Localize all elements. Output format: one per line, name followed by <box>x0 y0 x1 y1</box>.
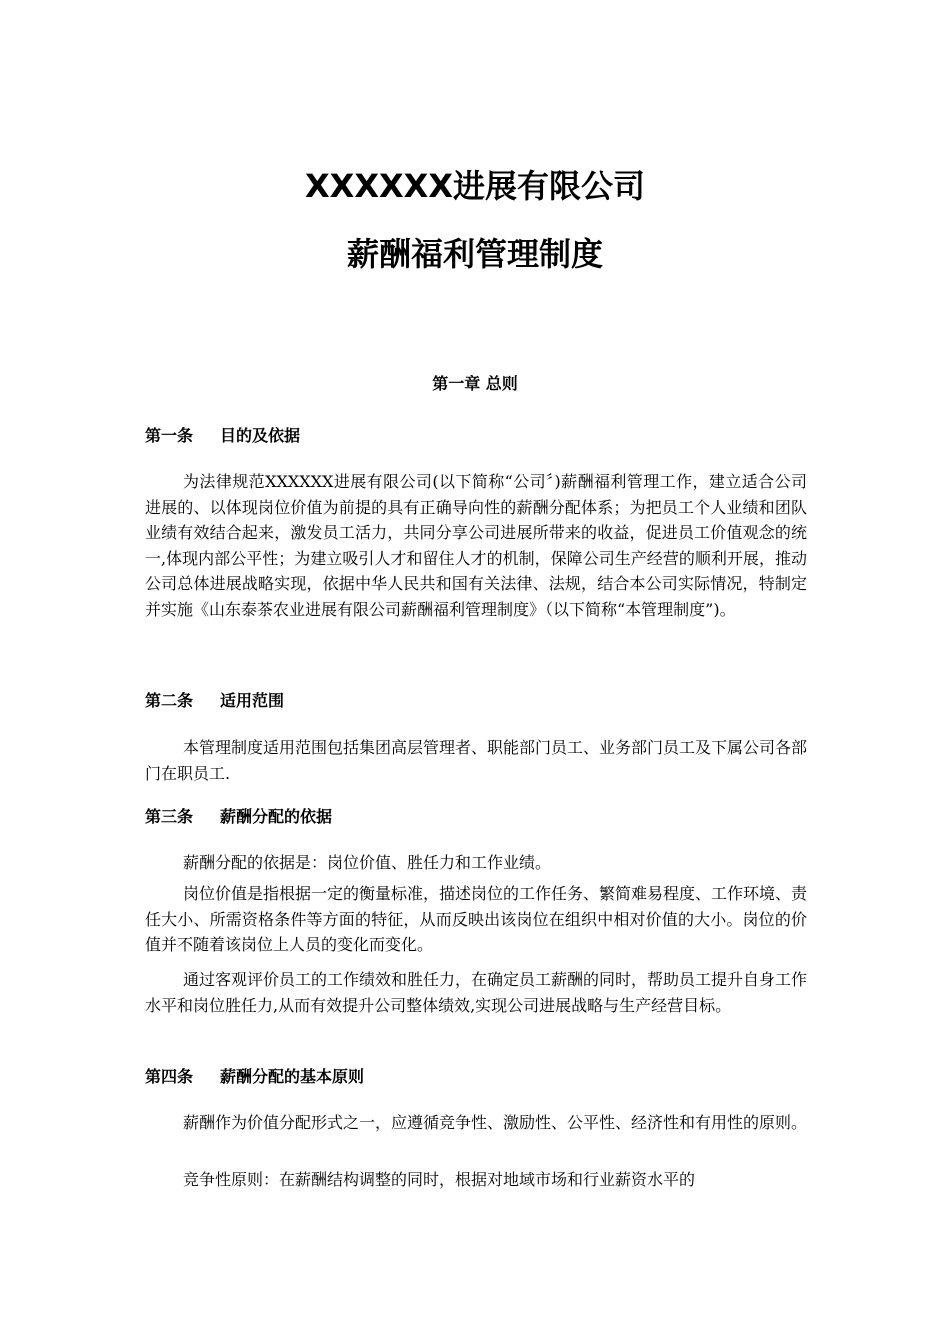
article-1-paragraph-1: 为法律规范XXXXXX进展有限公司(以下简称“公司〞)薪酬福利管理工作，建立适合公司进展的、以体现岗位价值为前提的具有正确导向性的薪酬分配体系；为把员工个人业绩和团队业绩有效结合起来，激发员工活力，共同分享公司进展所带来的收益，促进员工价值观念的统一,体现内部公平性；为建立吸引人才和留住人才的机制，保障公司生产经营的顺利开展，推动公司总体进展战略实现，依据中华人民共和国有关法律、法规，结合本公司实际情况，特制定并实施《山东泰茶农业进展有限公司薪酬福利管理制度》（以下简称“本管理制度”)。 <box>145 472 807 619</box>
article-3-paragraph-1: 薪酬分配的依据是：岗位价值、胜任力和工作业绩。 <box>183 853 552 872</box>
article-2-heading <box>145 690 284 712</box>
article-4-heading <box>145 1066 364 1088</box>
article-2-paragraph-1: 本管理制度适用范围包括集团高层管理者、职能部门员工、业务部门员工及下属公司各部门在职员工. <box>145 738 808 783</box>
article-2-title: 适用范围 <box>220 691 285 710</box>
article-2-number: 第二条 <box>145 691 194 710</box>
article-4-paragraph-2: 竞争性原则：在薪酬结构调整的同时，根据对地域市场和行业薪资水平的 <box>183 1170 696 1189</box>
article-3-paragraph-2: 岗位价值是指根据一定的衡量标准，描述岗位的工作任务、繁简难易程度、工作环境、责任大小、所需资格条件等方面的特征，从而反映出该岗位在组织中相对价值的大小。岗位的价值并不随着该岗位上人员的变化而变化。 <box>145 884 808 954</box>
article-4-number: 第四条 <box>145 1067 194 1086</box>
article-3-title: 薪酬分配的依据 <box>220 807 333 826</box>
article-3-number: 第三条 <box>145 807 194 826</box>
article-3-heading <box>145 806 332 828</box>
article-1-title: 目的及依据 <box>220 426 301 445</box>
article-4-title: 薪酬分配的基本原则 <box>220 1067 365 1086</box>
article-1-heading <box>145 425 300 447</box>
document-title-company: XXXXXX进展有限公司 <box>304 167 646 205</box>
article-3-paragraph-3: 通过客观评价员工的工作绩效和胜任力，在确定员工薪酬的同时，帮助员工提升自身工作水平和岗位胜任力,从而有效提升公司整体绩效,实现公司进展战略与生产经营目标。 <box>145 970 808 1015</box>
article-1-number: 第一条 <box>145 426 194 445</box>
chapter-heading: 第一章 总则 <box>432 374 518 393</box>
article-4-paragraph-1: 薪酬作为价值分配形式之一，应遵循竞争性、激励性、公平性、经济性和有用性的原则。 <box>183 1113 808 1132</box>
document-title-policy: 薪酬福利管理制度 <box>346 235 603 273</box>
